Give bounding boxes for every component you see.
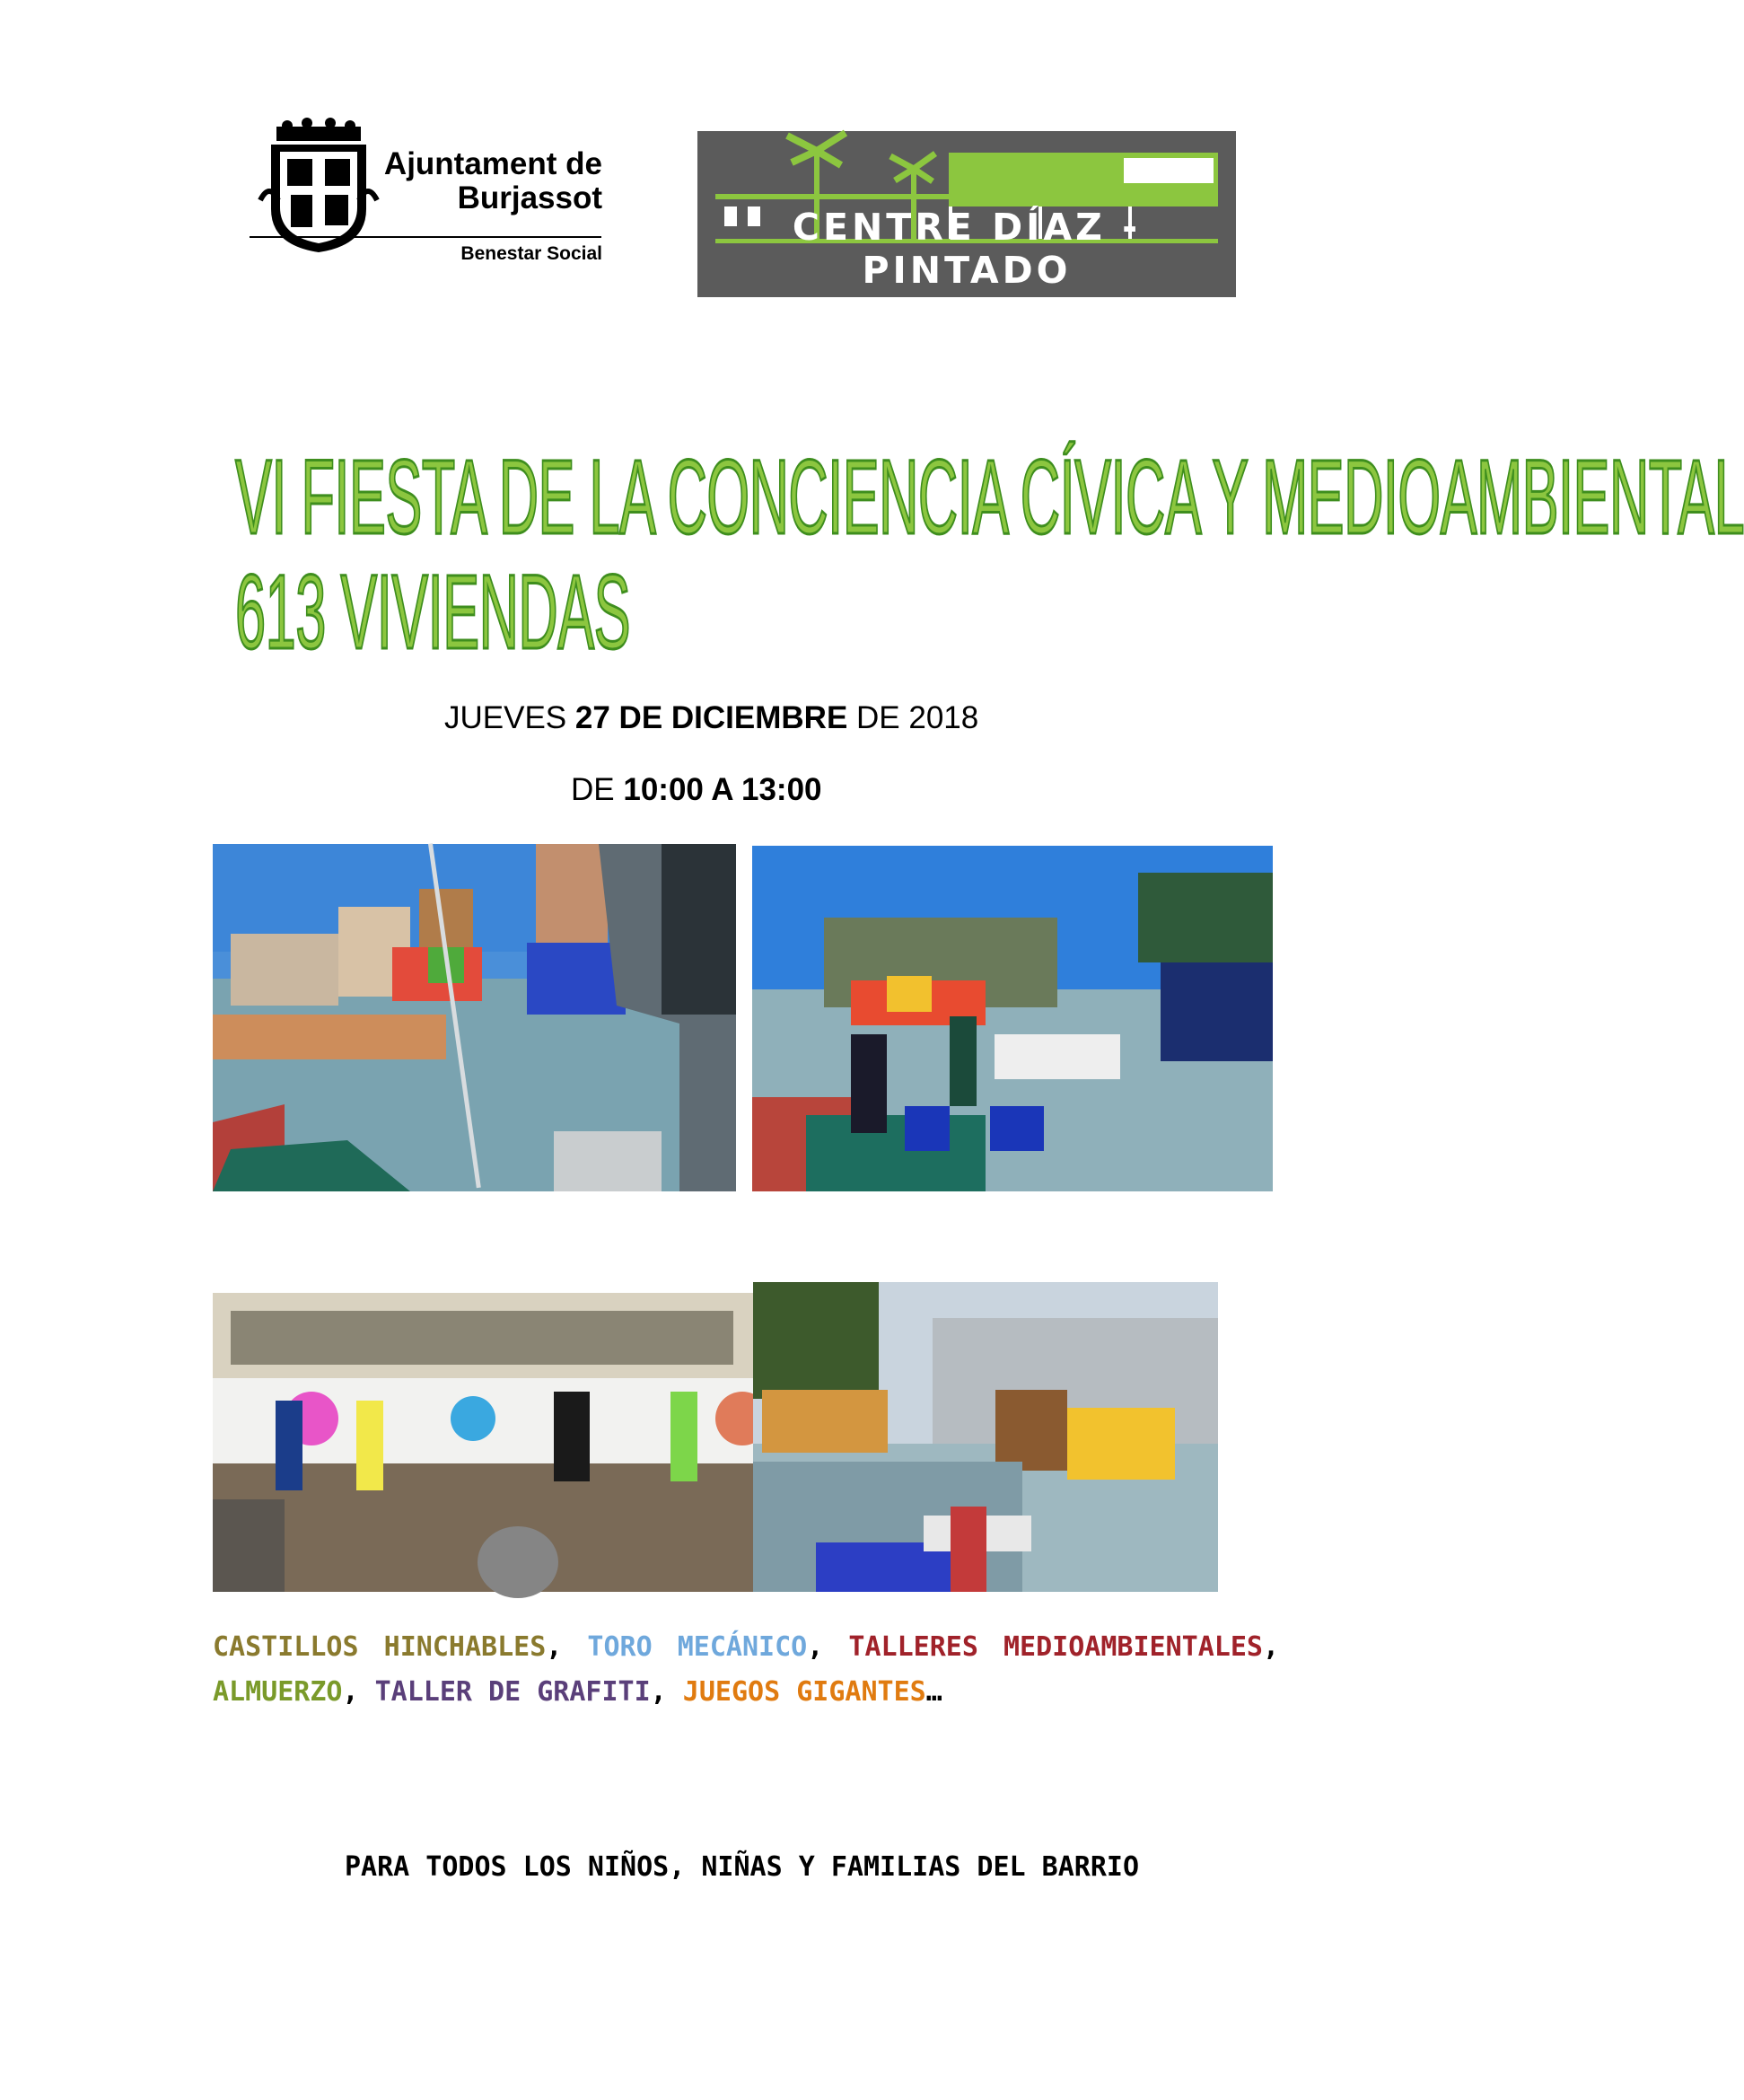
- date-prefix: JUEVES: [444, 700, 575, 735]
- coat-of-arms-icon: [260, 119, 377, 254]
- date-suffix: DE 2018: [847, 700, 979, 735]
- activity-item: TALLER DE GRAFITI: [374, 1676, 651, 1708]
- activity-item: JUEGOS GIGANTES: [682, 1676, 926, 1708]
- activity-separator: ,: [650, 1676, 683, 1708]
- activity-separator: ,: [1262, 1631, 1280, 1663]
- ayuntamiento-name-line2: Burjassot: [457, 180, 602, 215]
- activity-item: ALMUERZO: [213, 1676, 343, 1708]
- activity-item: CASTILLOS HINCHABLES: [213, 1631, 547, 1663]
- event-title: [235, 438, 1744, 672]
- logo-divider: [250, 236, 601, 238]
- centre-logo: [697, 131, 1236, 297]
- audience-line: PARA TODOS LOS NIÑOS, NIÑAS Y FAMILIAS DEL BARRIO: [344, 1851, 1139, 1883]
- activity-separator: …: [925, 1676, 942, 1708]
- activity-separator: ,: [807, 1631, 849, 1663]
- activity-separator: ,: [342, 1676, 375, 1708]
- centre-name: CENTRE DÍAZ - PINTADO: [792, 206, 1142, 292]
- time-prefix: DE: [571, 772, 624, 807]
- photo-inflatables-playground: [753, 1282, 1218, 1592]
- event-title-line1: VI FIESTA DE LA CONCIENCIA CÍVICA Y MEDIOAMBIENTAL: [235, 438, 1744, 557]
- date-bold: 27 DE DICIEMBRE: [574, 700, 848, 735]
- activity-item: TALLERES MEDIOAMBIENTALES: [848, 1631, 1263, 1663]
- photo-tables-families: [752, 846, 1273, 1191]
- photo-graffiti-wall: [213, 1293, 753, 1592]
- activity-item: TORO MECÁNICO: [587, 1631, 808, 1663]
- ayuntamiento-logo: [260, 119, 610, 264]
- activities-list: [213, 1625, 1279, 1715]
- ayuntamiento-subtitle: Benestar Social: [460, 243, 602, 264]
- ayuntamiento-name-line1: Ajuntament de: [383, 146, 602, 181]
- event-title-line2: 613 VIVIENDAS: [235, 553, 631, 672]
- activity-separator: ,: [546, 1631, 588, 1663]
- time-bold: 10:00 A 13:00: [623, 772, 822, 807]
- photo-courtyard-bouncy-castles: [213, 844, 736, 1191]
